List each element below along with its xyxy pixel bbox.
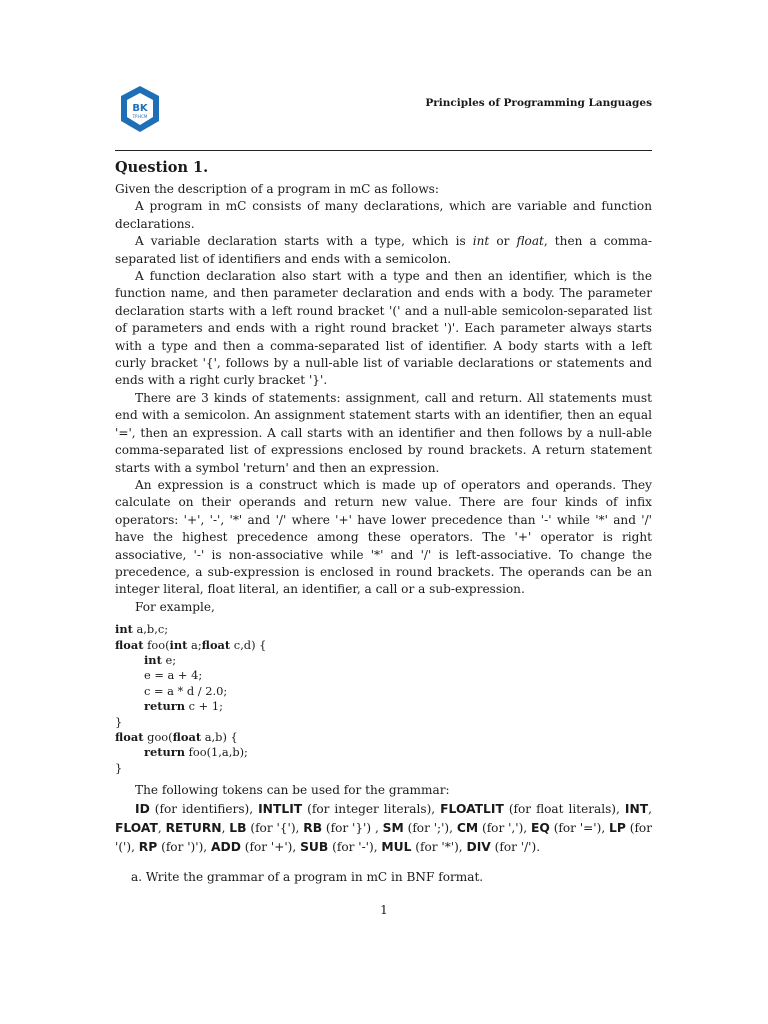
token-description: (for '('), [115, 820, 652, 854]
logo-text: BK [132, 103, 148, 114]
question-content [115, 158, 652, 886]
token-description: (for float literals), [503, 801, 625, 816]
token-description: , [157, 820, 166, 835]
variable-declaration-paragraph [115, 233, 652, 268]
token-name: RP [138, 839, 158, 854]
code-keyword: int [169, 637, 188, 652]
expression-paragraph: An expression is a construct which is made up of operators and operands. They calculate on their operands and return new value. There are four kinds of infix operators: '+', '-', '*' and '/' where '+' have lower precedence than '-' while '*' and '/' have the highest precedence among these operators. The '+' operator is right associative, '-' is non-associative while '*' and '/' is left-associative. To change the precedence, a sub-expression is enclosed in round brackets. The operands can be an integer literal, float literal, an identifier, a call or a sub-expression. [115, 477, 652, 597]
token-description: (for '='), [549, 820, 610, 835]
question-title: Question 1. [115, 159, 209, 176]
page-number: 1 [380, 903, 388, 917]
token-name: INTLIT [258, 801, 303, 816]
p2-or: or [489, 234, 517, 249]
university-logo [115, 85, 165, 133]
code-keyword: float [115, 637, 144, 652]
token-name: EQ [531, 820, 550, 835]
token-description: (for '*'), [411, 839, 467, 854]
header-title: Principles of Programming Languages [425, 97, 652, 109]
example-label: For example, [135, 599, 215, 614]
token-name: SM [382, 820, 404, 835]
token-description: (for ','), [478, 820, 531, 835]
function-declaration-paragraph: A function declaration also start with a type and then an identifier, which is the function name, and then parameter declaration and ends with a body. The parameter declaration starts with a left round bracket '(' and a null-able semicolon-separated list of parameters and ends with a right round bracket ')'. Each parameter always starts with a type and then a comma-separated list of identifier. A body starts with a left curly bracket '{', follows by a null-able list of variable declarations or statements and ends with a right curly bracket '}'. [115, 269, 652, 388]
token-list [115, 800, 652, 857]
token-name: FLOATLIT [440, 801, 504, 816]
p2-text-b: , then a comma-separated list of identifiers and ends with a semicolon. [115, 234, 652, 266]
token-description: (for integer literals), [302, 801, 441, 816]
token-description: , [221, 820, 230, 835]
part-a-question: a. Write the grammar of a program in mC in BNF format. [131, 869, 484, 884]
token-description: (for identifiers), [149, 801, 259, 816]
header-rule [115, 150, 652, 151]
code-example: int a,b,c; float foo(int a;float c,d) { int e; e = a + 4; c = a * d / 2.0; return c + 1; } float goo(float a,b) { return foo(1,a,b); } [115, 622, 267, 775]
token-description: , [648, 801, 652, 816]
p2-text-a: A variable declaration starts with a type, which is [135, 234, 473, 249]
code-keyword: return [143, 699, 186, 714]
token-description: (for '}') , [322, 820, 383, 835]
token-description: (for '{'), [246, 820, 304, 835]
token-name: FLOAT [115, 820, 158, 835]
token-name: MUL [381, 839, 412, 854]
code-keyword: return [143, 745, 186, 760]
statements-paragraph: There are 3 kinds of statements: assignment, call and return. All statements must end with a semicolon. An assignment statement starts with an identifier, then an equal '=', then an expression. A call starts with an identifier and then follows by a null-able comma-separated list of expressions enclosed by round brackets. A return statement starts with a symbol 'return' and then an expression. [115, 390, 652, 475]
token-name: RETURN [165, 820, 222, 835]
program-paragraph: A program in mC consists of many declarations, which are variable and function declarations. [115, 199, 652, 231]
p2-float: float [516, 234, 544, 249]
intro-paragraph: Given the description of a program in mC as follows: [115, 182, 439, 196]
token-name: DIV [466, 839, 491, 854]
token-description: (for '+'), [240, 839, 301, 854]
token-name: ADD [211, 839, 241, 854]
logo-subtext: TP.HCM [132, 114, 148, 119]
token-name: LB [229, 820, 247, 835]
code-keyword: int [143, 652, 162, 667]
code-keyword: int [115, 622, 133, 637]
token-name: LP [609, 820, 626, 835]
token-description: (for '-'), [328, 839, 382, 854]
token-description: (for ';'), [403, 820, 457, 835]
token-description: (for ')'), [157, 839, 211, 854]
token-name: SUB [300, 839, 329, 854]
tokens-intro: The following tokens can be used for the grammar: [135, 783, 450, 798]
code-keyword: float [172, 730, 202, 744]
p2-int: int [472, 234, 490, 249]
token-name: ID [135, 801, 150, 816]
token-name: RB [303, 820, 323, 835]
code-keyword: float [201, 637, 231, 652]
code-keyword: float [115, 730, 144, 744]
token-name: INT [624, 801, 649, 816]
token-name: CM [456, 820, 479, 835]
token-description: (for '/'). [490, 839, 541, 854]
